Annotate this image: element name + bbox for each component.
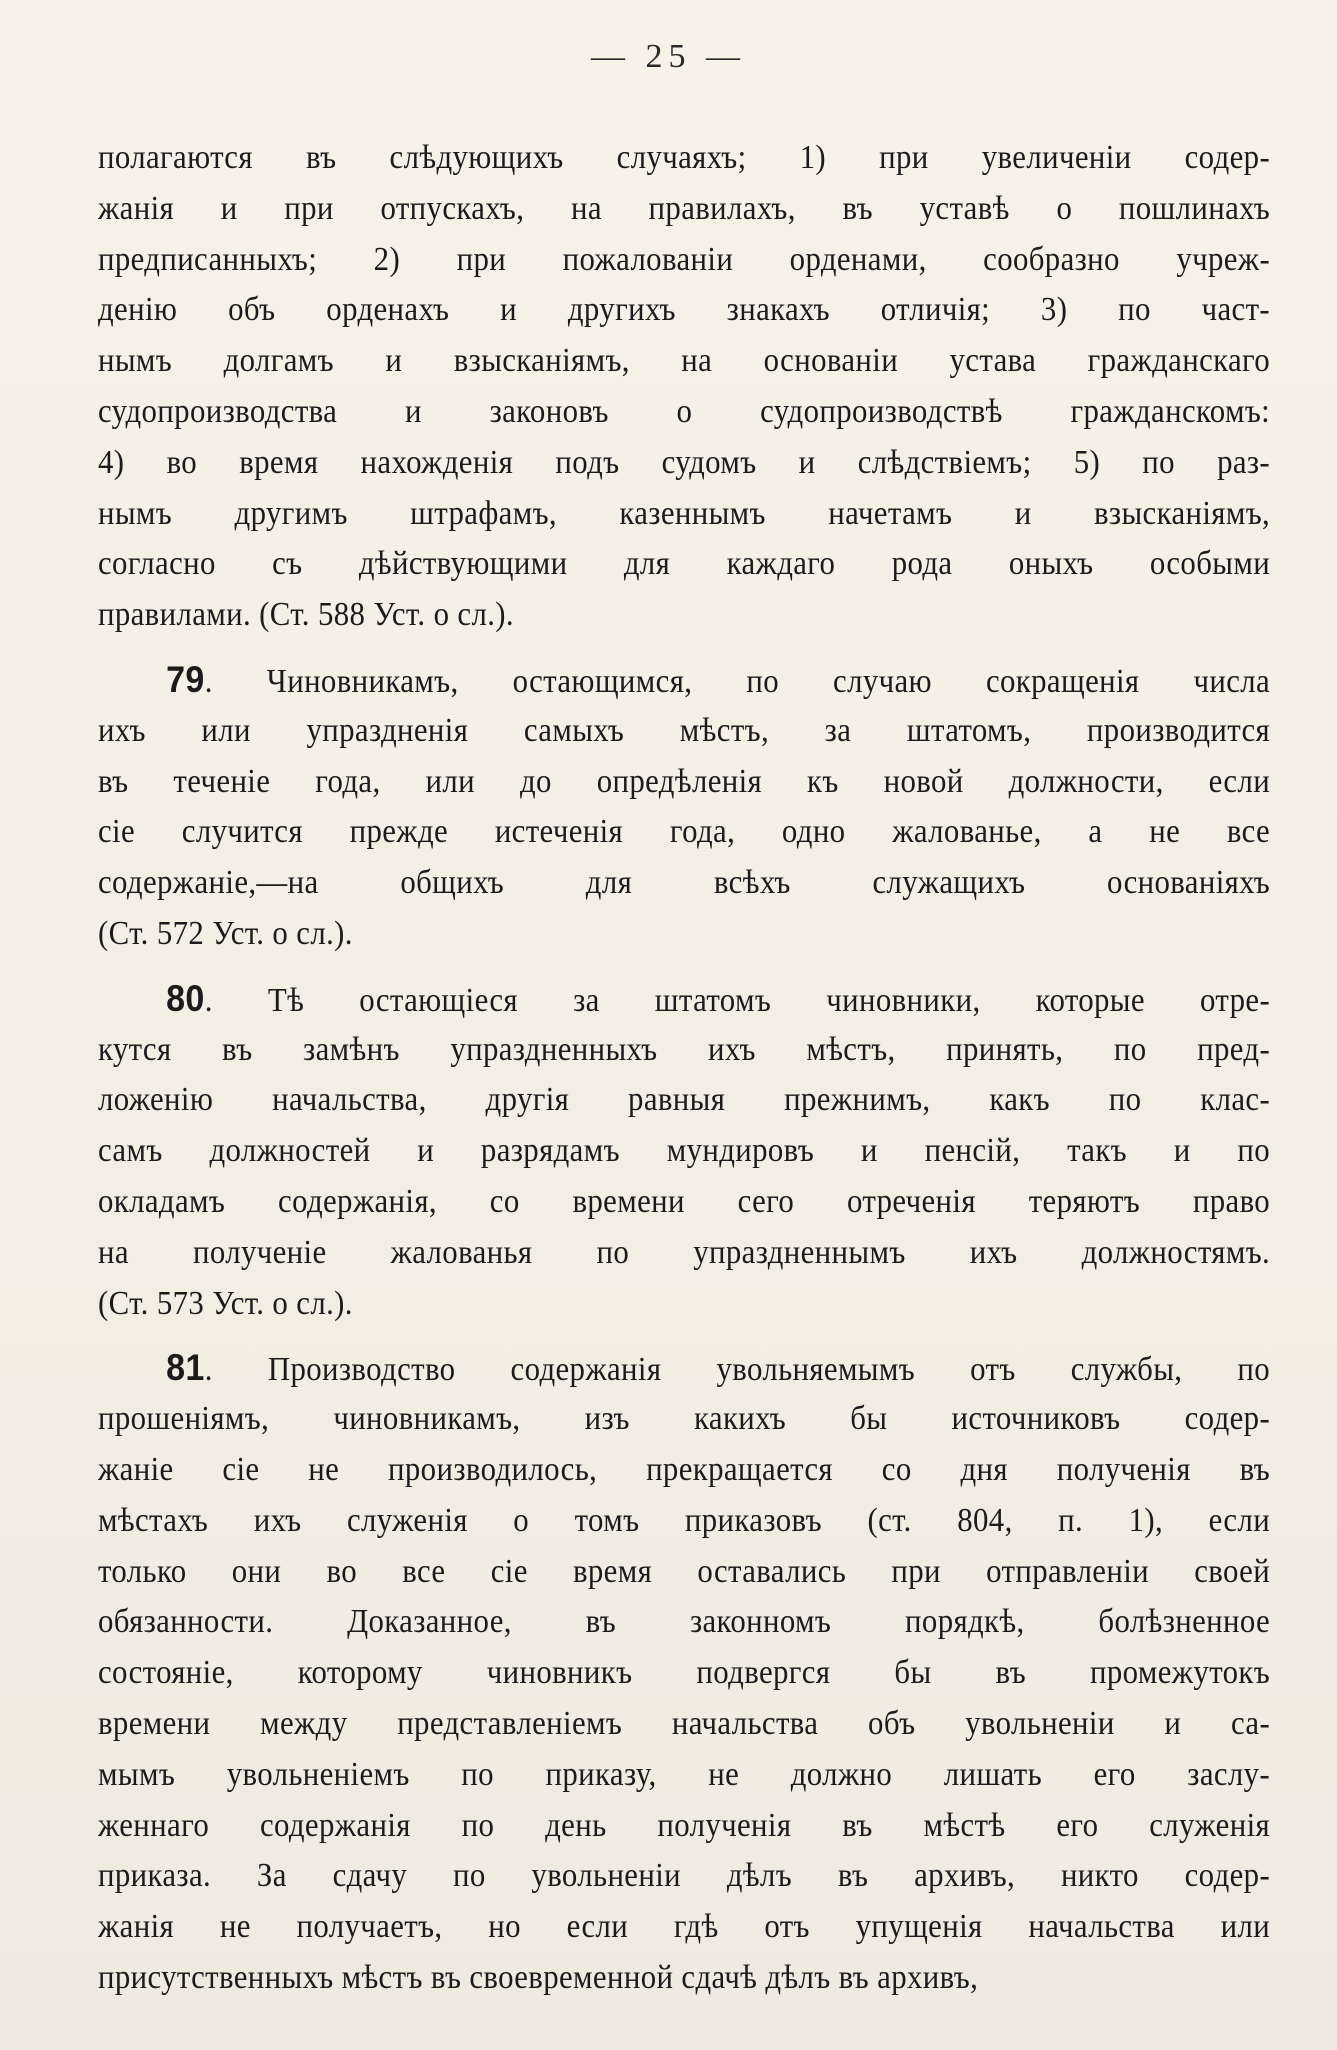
- text-line: нымъ долгамъ и взысканіямъ, на основаніи устава гражданскаго: [98, 342, 1271, 380]
- text-line: ложенію начальства, другія равныя прежнимъ, какъ по клас-: [98, 1081, 1271, 1119]
- text-line: судопроизводства и законовъ о судопроизводствѣ гражданскомъ:: [98, 392, 1271, 430]
- article-number: 80: [166, 977, 205, 1019]
- text-line: обязанности. Доказанное, въ законномъ порядкѣ, болѣзненное: [98, 1603, 1271, 1641]
- page-number: — 25 —: [591, 38, 746, 75]
- text-line: (Ст. 573 Уст. о сл.).: [98, 1284, 353, 1322]
- text-line: состояніе, которому чиновникъ подвергся бы въ промежутокъ: [98, 1654, 1271, 1692]
- text-line: денію объ орденахъ и другихъ знакахъ отличія; 3) по част-: [98, 291, 1271, 329]
- text-line: нымъ другимъ штрафамъ, казеннымъ начетамъ и взысканіямъ,: [98, 494, 1271, 532]
- text-line: (Ст. 572 Уст. о сл.).: [98, 914, 353, 952]
- article-number: 79: [166, 658, 205, 700]
- paragraph-continued: [98, 133, 1270, 641]
- text-line: 4) во время нахожденія подъ судомъ и слѣдствіемъ; 5) по раз-: [98, 443, 1271, 481]
- line-text: . Производство содержанія увольняемымъ отъ службы, по: [204, 1351, 1271, 1389]
- text-line: согласно съ дѣйствующими для каждаго рода оныхъ особыми: [98, 545, 1271, 583]
- text-line: правилами. (Ст. 588 Уст. о сл.).: [98, 596, 514, 634]
- text-line: только они во все сіе время оставались при отправленіи своей: [98, 1552, 1271, 1590]
- text-line: времени между представленіемъ начальства объ увольненіи и са-: [98, 1704, 1271, 1742]
- body-text: [98, 133, 1270, 2018]
- text-line: женнаго содержанія по день полученія въ мѣстѣ его служенія: [98, 1806, 1271, 1844]
- article-80: [98, 974, 1270, 1330]
- text-line: [98, 655, 1270, 706]
- text-line: полагаются въ слѣдующихъ случаяхъ; 1) при увеличеніи содер-: [98, 139, 1271, 176]
- text-line: въ теченіе года, или до опредѣленія къ новой должности, если: [98, 762, 1271, 800]
- line-text: . Чиновникамъ, остающимся, по случаю сокращенія числа: [204, 662, 1271, 700]
- text-line: приказа. За сдачу по увольненіи дѣлъ въ архивъ, никто содер-: [98, 1857, 1271, 1895]
- text-line: прошеніямъ, чиновникамъ, изъ какихъ бы источниковъ содер-: [98, 1400, 1271, 1438]
- text-line: окладамъ содержанія, со времени сего отреченія теряютъ право: [98, 1182, 1271, 1220]
- text-line: [98, 1343, 1270, 1394]
- line-text: . Тѣ остающіеся за штатомъ чиновники, которые отре-: [204, 981, 1271, 1019]
- text-line: сіе случится прежде истеченія года, одно жалованье, а не все: [98, 813, 1271, 851]
- article-81: [98, 1343, 1270, 2003]
- text-line: содержаніе,—на общихъ для всѣхъ служащихъ основаніяхъ: [98, 864, 1271, 902]
- text-line: ихъ или упраздненія самыхъ мѣстъ, за штатомъ, производится: [98, 711, 1271, 749]
- text-line: мѣстахъ ихъ служенія о томъ приказовъ (ст. 804, п. 1), если: [98, 1501, 1271, 1539]
- text-line: кутся въ замѣнъ упраздненныхъ ихъ мѣстъ, принять, по пред-: [98, 1030, 1271, 1068]
- text-line: на полученіе жалованья по упраздненнымъ ихъ должностямъ.: [98, 1233, 1271, 1271]
- text-line: присутственныхъ мѣстъ въ своевременной сдачѣ дѣлъ въ архивъ,: [98, 1958, 979, 1996]
- article-number: 81: [166, 1347, 205, 1389]
- text-line: самъ должностей и разрядамъ мундировъ и пенсій, такъ и по: [98, 1132, 1271, 1170]
- text-line: жаніе сіе не производилось, прекращается со дня полученія въ: [98, 1450, 1271, 1488]
- article-79: [98, 655, 1270, 960]
- text-line: предписанныхъ; 2) при пожалованіи орденами, сообразно учреж-: [98, 240, 1271, 278]
- text-line: жанія не получаетъ, но если гдѣ отъ упущенія начальства или: [98, 1908, 1271, 1946]
- text-line: мымъ увольненіемъ по приказу, не должно лишать его заслу-: [98, 1755, 1271, 1793]
- text-line: [98, 974, 1270, 1025]
- text-line: жанія и при отпускахъ, на правилахъ, въ уставѣ о пошлинахъ: [98, 189, 1271, 227]
